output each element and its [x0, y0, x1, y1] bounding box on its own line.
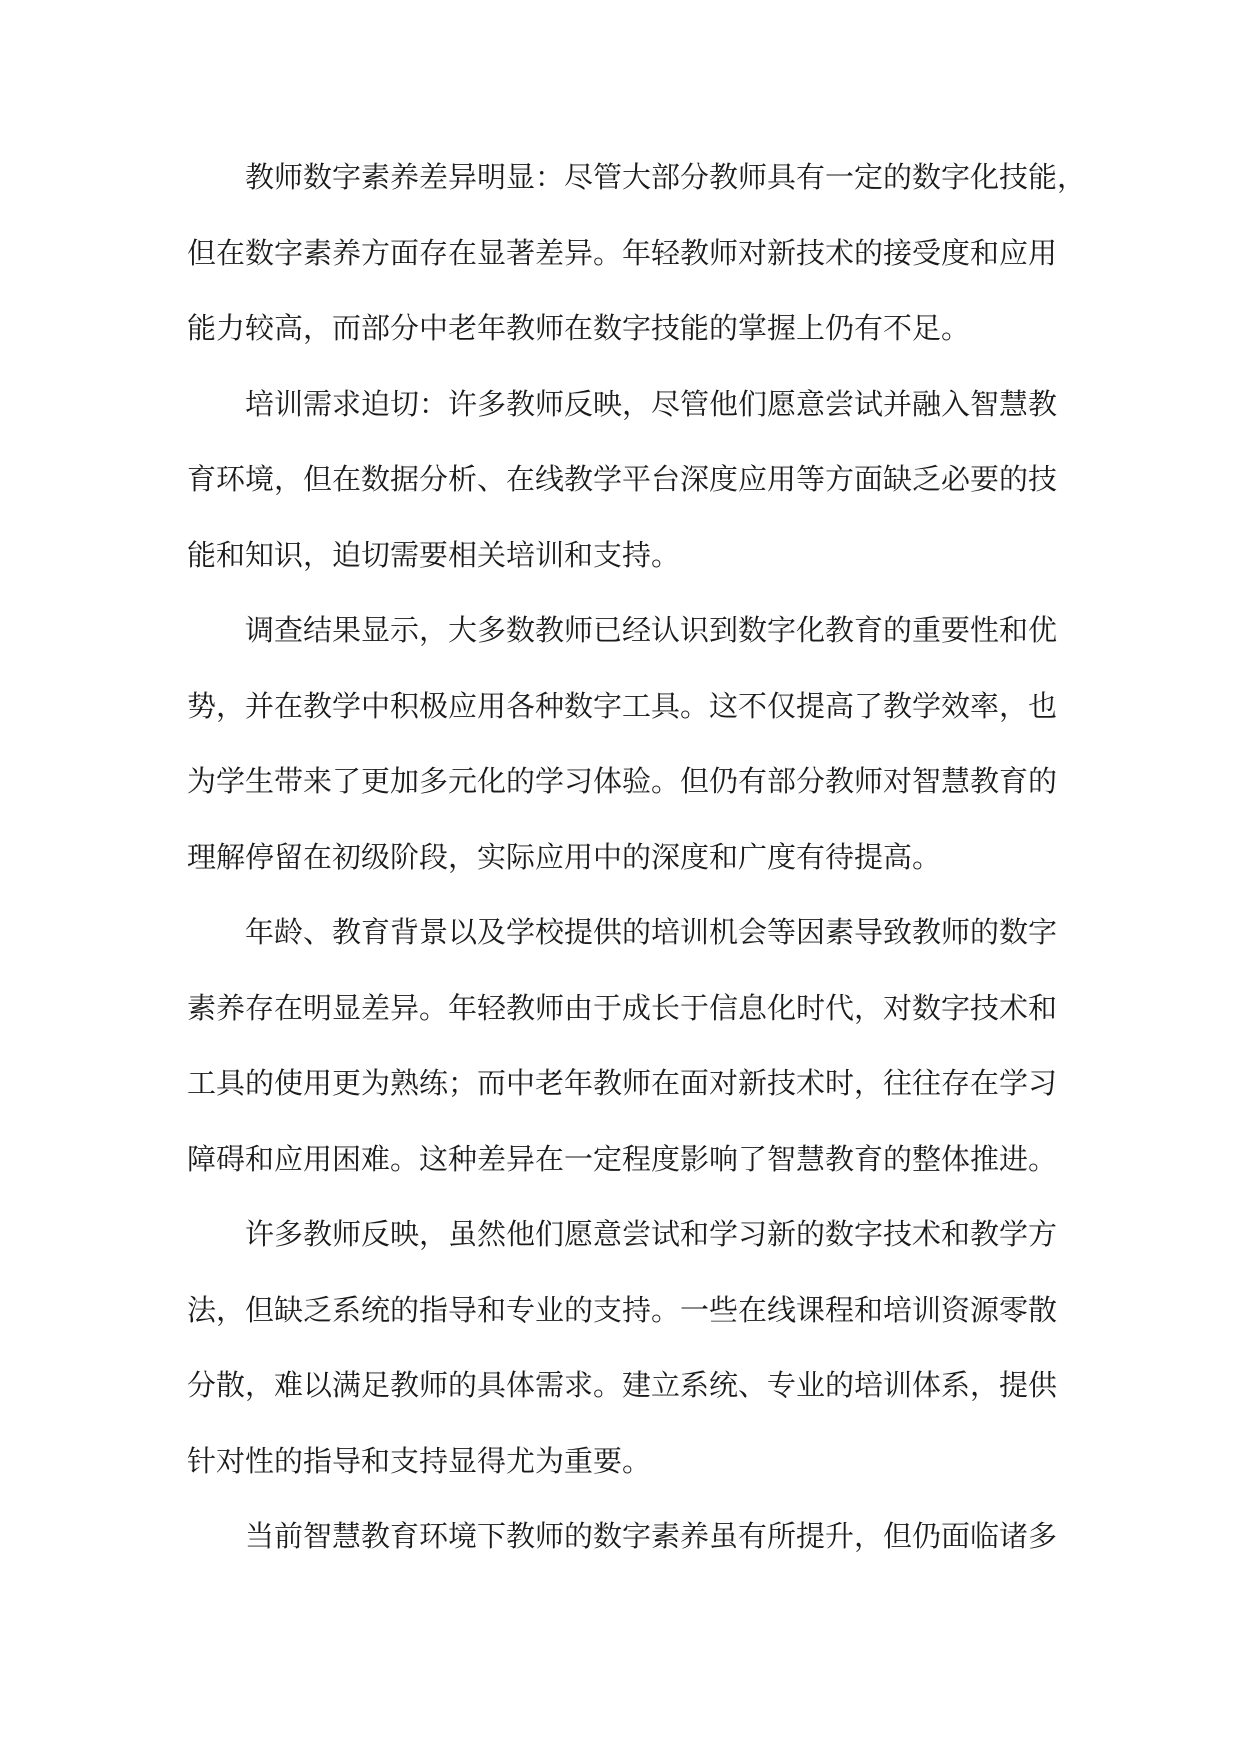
paragraph-line: 法，但缺乏系统的指导和专业的支持。一些在线课程和培训资源零散 — [187, 1292, 1058, 1327]
paragraph-current-status — [187, 1499, 1058, 1575]
paragraph-line: 理解停留在初级阶段，实际应用中的深度和广度有待提高。 — [187, 839, 942, 874]
paragraph-line: 年龄、教育背景以及学校提供的培训机会等因素导致教师的数字 — [245, 915, 1058, 949]
paragraph-line: 分散，难以满足教师的具体需求。建立系统、专业的培训体系，提供 — [187, 1368, 1058, 1402]
paragraph-line: 调查结果显示，大多数教师已经认识到数字化教育的重要性和优 — [245, 613, 1058, 647]
paragraph-age-factors — [187, 895, 1058, 1197]
paragraph-line: 针对性的指导和支持显得尤为重要。 — [187, 1443, 652, 1478]
paragraph-line: 能力较高，而部分中老年教师在数字技能的掌握上仍有不足。 — [187, 311, 971, 345]
paragraph-line: 工具的使用更为熟练；而中老年教师在面对新技术时，往往存在学习 — [187, 1066, 1058, 1100]
paragraph-line: 培训需求迫切：许多教师反映，尽管他们愿意尝试并融入智慧教 — [245, 386, 1058, 421]
paragraph-line: 素养存在明显差异。年轻教师由于成长于信息化时代，对数字技术和 — [187, 990, 1058, 1025]
paragraph-line: 障碍和应用困难。这种差异在一定程度影响了智慧教育的整体推进。 — [187, 1141, 1058, 1176]
paragraph-training-demand — [187, 367, 1058, 594]
paragraph-line: 但在数字素养方面存在显著差异。年轻教师对新技术的接受度和应用 — [187, 235, 1058, 270]
paragraph-line: 当前智慧教育环境下教师的数字素养虽有所提升，但仍面临诸多 — [245, 1519, 1058, 1553]
paragraph-survey-results — [187, 593, 1058, 895]
paragraph-line: 为学生带来了更加多元化的学习体验。但仍有部分教师对智慧教育的 — [187, 764, 1058, 798]
paragraph-teacher-literacy-gap — [187, 140, 1087, 367]
paragraph-line: 教师数字素养差异明显：尽管大部分教师具有一定的数字化技能， — [245, 160, 1087, 194]
document-body — [187, 140, 1087, 1575]
paragraph-line: 许多教师反映，虽然他们愿意尝试和学习新的数字技术和教学方 — [245, 1217, 1058, 1251]
paragraph-support-needs — [187, 1197, 1058, 1499]
paragraph-line: 势，并在教学中积极应用各种数字工具。这不仅提高了教学效率，也 — [187, 688, 1058, 723]
paragraph-line: 育环境，但在数据分析、在线教学平台深度应用等方面缺乏必要的技 — [187, 462, 1058, 496]
paragraph-line: 能和知识，迫切需要相关培训和支持。 — [187, 537, 681, 572]
